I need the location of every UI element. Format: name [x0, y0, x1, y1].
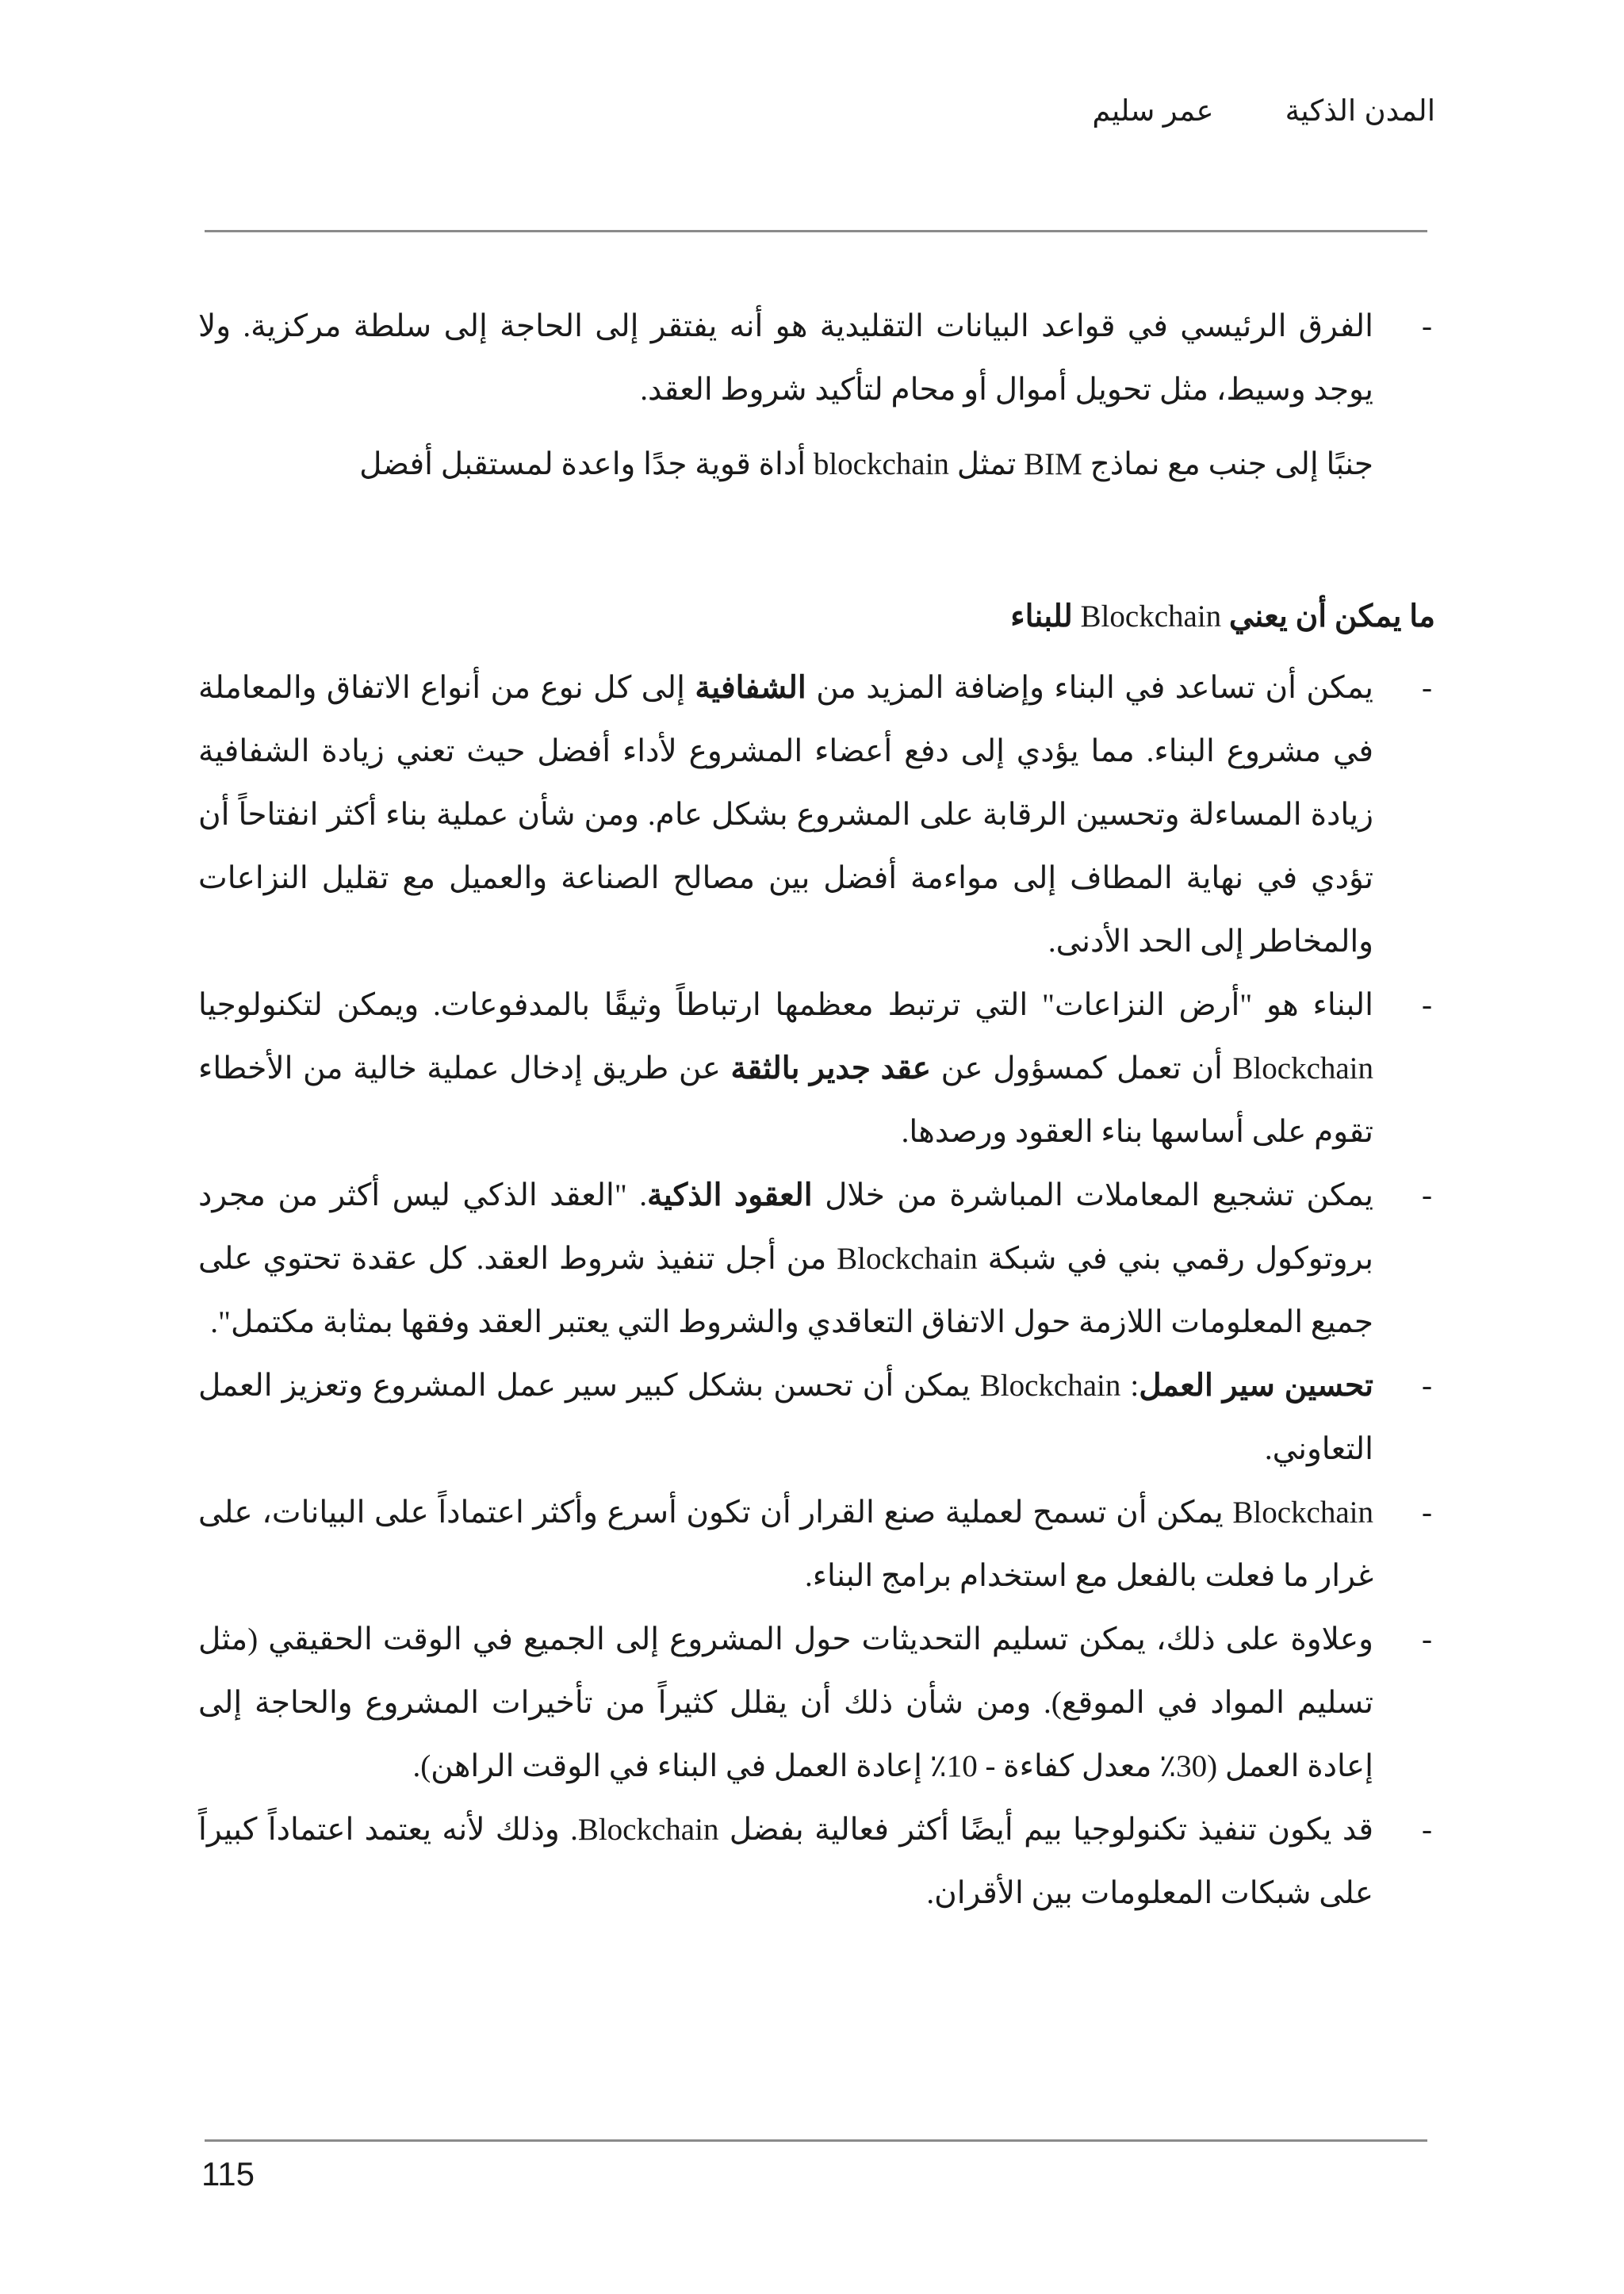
page-number: 115: [201, 2155, 255, 2193]
bullet-text: يمكن تشجيع المعاملات المباشرة من خلال: [825, 1178, 1373, 1212]
book-title: المدن الذكية: [1285, 94, 1435, 127]
page-body: [198, 295, 1435, 1925]
bullet-dash: -: [1422, 1496, 1432, 1530]
bullet-text: البناء هو "أرض النزاعات" التي ترتبط معظمها ارتباطاً وثيقًا بالمدفوعات. ويمكن لتكنولوجيا Blockchain أن تعمل كمسؤول عن: [198, 988, 1374, 1086]
heading-term: Blockchain: [1080, 599, 1222, 634]
bullet-disputes: [198, 974, 1435, 1164]
running-header: [1092, 94, 1435, 128]
author-name: عمر سليم: [1092, 94, 1214, 127]
bullet-bim: [198, 1798, 1435, 1925]
intro-bullet-text: الفرق الرئيسي في قواعد البيانات التقليدية هو أنه يفتقر إلى الحاجة إلى سلطة مركزية. ولا يوجد وسيط، مثل تحويل أموال أو محام لتأكيد شروط العقد.: [198, 309, 1373, 407]
bullet-dash: -: [1422, 1178, 1432, 1212]
bullet-text: يمكن أن تساعد في البناء وإضافة المزيد من: [816, 671, 1373, 705]
bullet-realtime-updates: [198, 1608, 1435, 1798]
header-rule: [205, 230, 1427, 232]
bullet-dash: -: [1422, 1369, 1432, 1403]
bullet-dash: -: [1422, 1813, 1432, 1847]
bullet-dash: -: [1422, 1622, 1432, 1656]
bullet-dash: -: [1422, 988, 1432, 1022]
footer-rule: [205, 2139, 1427, 2142]
intro-bullet: [198, 295, 1435, 422]
bullet-transparency: [198, 657, 1435, 974]
bullet-bold-term: تحسين سير العمل: [1139, 1369, 1373, 1403]
bullet-bold-term: العقود الذكية: [646, 1178, 813, 1212]
bullet-text: . "العقد الذكي ليس أكثر من مجرد بروتوكول رقمي بني في شبكة Blockchain من أجل تنفيذ شروط العقد. كل عقدة تحتوي على جميع المعلومات اللازمة حول الاتفاق التعاقدي والشروط التي يعتبر العقد وفقها بمثابة مكتمل".: [198, 1178, 1373, 1339]
bullet-text: عن طريق إدخال عملية خالية من الأخطاء تقوم على أساسها بناء العقود ورصدها.: [198, 1051, 1373, 1149]
bullet-smart-contracts: [198, 1164, 1435, 1354]
bullet-text: قد يكون تنفيذ تكنولوجيا بيم أيضًا أكثر فعالية بفضل Blockchain. وذلك لأنه يعتمد اعتماداً كبيراً على شبكات المعلومات بين الأقران.: [198, 1813, 1373, 1910]
bullet-text: Blockchain يمكن أن تسمح لعملية صنع القرار أن تكون أسرع وأكثر اعتماداً على البيانات، على غرار ما فعلت بالفعل مع استخدام برامج البناء.: [198, 1496, 1373, 1593]
bullet-text: وعلاوة على ذلك، يمكن تسليم التحديثات حول المشروع إلى الجميع في الوقت الحقيقي (مثل تسليم المواد في الموقع). ومن شأن ذلك أن يقلل كثيراً من تأخيرات المشروع والحاجة إلى إعادة العمل (30٪ معدل كفاءة - 10٪ إعادة العمل في البناء في الوقت الراهن).: [198, 1622, 1373, 1783]
bullet-dash: -: [1422, 309, 1432, 343]
intro-line: جنبًا إلى جنب مع نماذج BIM تمثل blockchain أداة قوية جدًا واعدة لمستقبل أفضل: [359, 447, 1373, 481]
section-heading: [198, 585, 1435, 649]
bullet-text: : Blockchain يمكن أن تحسن بشكل كبير سير عمل المشروع وتعزيز العمل التعاوني.: [198, 1369, 1373, 1466]
bullet-dash: -: [1422, 671, 1432, 705]
bullet-decision-making: [198, 1481, 1435, 1608]
heading-after: للبناء: [1010, 599, 1073, 634]
heading-before: ما يمكن أن يعني: [1228, 599, 1435, 634]
bullet-text: إلى كل نوع من أنواع الاتفاق والمعاملة في مشروع البناء. مما يؤدي إلى دفع أعضاء المشروع لأداء أفضل حيث تعني زيادة الشفافية زيادة المساءلة وتحسين الرقابة على المشروع بشكل عام. ومن شأن عملية بناء أكثر انفتاحاً أن تؤدي في نهاية المطاف إلى مواءمة أفضل بين مصالح الصناعة والعميل مع تقليل النزاعات والمخاطر إلى الحد الأدنى.: [198, 671, 1373, 959]
bullet-workflow: [198, 1354, 1435, 1481]
bullet-bold-term: الشفافية: [695, 671, 806, 705]
bullet-bold-term: عقد جدير بالثقة: [730, 1051, 932, 1086]
